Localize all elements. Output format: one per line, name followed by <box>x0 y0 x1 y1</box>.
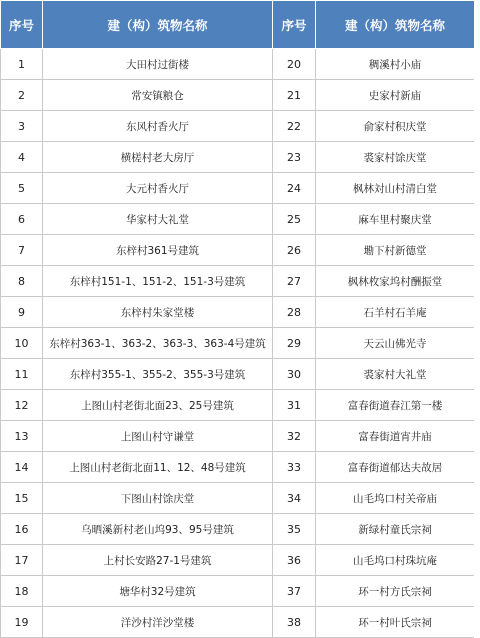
building-name-cell: 裘家村馀庆堂 <box>316 142 475 173</box>
serial-number-cell: 9 <box>1 297 43 328</box>
building-name-cell: 环一村方氏宗祠 <box>316 576 475 607</box>
table-row <box>1 173 475 204</box>
serial-number-cell: 26 <box>273 235 316 266</box>
building-name-cell: 麻车里村聚庆堂 <box>316 204 475 235</box>
building-name-cell: 富春街道春江第一楼 <box>316 390 475 421</box>
serial-number-cell: 12 <box>1 390 43 421</box>
building-name-cell: 横槎村老大房厅 <box>43 142 273 173</box>
building-name-cell: 天云山佛光寺 <box>316 328 475 359</box>
building-name-cell: 东梓村151-1、151-2、151-3号建筑 <box>43 266 273 297</box>
serial-number-cell: 10 <box>1 328 43 359</box>
table-row <box>1 328 475 359</box>
serial-number-cell: 32 <box>273 421 316 452</box>
serial-number-cell: 21 <box>273 80 316 111</box>
serial-number-cell: 5 <box>1 173 43 204</box>
building-name-cell: 常安镇粮仓 <box>43 80 273 111</box>
serial-number-cell: 29 <box>273 328 316 359</box>
building-name-cell: 洋沙村洋沙堂楼 <box>43 607 273 638</box>
table-row <box>1 266 475 297</box>
building-name-cell: 环一村叶氏宗祠 <box>316 607 475 638</box>
table-row <box>1 49 475 80</box>
table-row <box>1 111 475 142</box>
table-row <box>1 576 475 607</box>
table-row <box>1 421 475 452</box>
serial-number-cell: 30 <box>273 359 316 390</box>
building-name-cell: 山毛坞口村珠坑庵 <box>316 545 475 576</box>
building-name-cell: 稠溪村小庙 <box>316 49 475 80</box>
serial-number-cell: 24 <box>273 173 316 204</box>
building-name-cell: 裘家村大礼堂 <box>316 359 475 390</box>
serial-number-cell: 18 <box>1 576 43 607</box>
building-name-cell: 东梓村朱家堂楼 <box>43 297 273 328</box>
building-name-cell: 富春街道郁达夫故居 <box>316 452 475 483</box>
building-name-cell: 上村长安路27-1号建筑 <box>43 545 273 576</box>
table-row <box>1 514 475 545</box>
serial-number-cell: 34 <box>273 483 316 514</box>
serial-number-cell: 17 <box>1 545 43 576</box>
building-name-cell: 大田村过街楼 <box>43 49 273 80</box>
serial-number-cell: 7 <box>1 235 43 266</box>
table-row <box>1 80 475 111</box>
serial-number-cell: 36 <box>273 545 316 576</box>
serial-number-cell: 27 <box>273 266 316 297</box>
table-row <box>1 142 475 173</box>
building-name-cell: 史家村新庙 <box>316 80 475 111</box>
serial-number-cell: 20 <box>273 49 316 80</box>
serial-number-cell: 1 <box>1 49 43 80</box>
building-name-cell: 华家村大礼堂 <box>43 204 273 235</box>
building-name-cell: 石羊村石羊庵 <box>316 297 475 328</box>
building-name-cell: 上图山村老街北面23、25号建筑 <box>43 390 273 421</box>
serial-number-cell: 33 <box>273 452 316 483</box>
building-name-cell: 俞家村积庆堂 <box>316 111 475 142</box>
serial-number-cell: 28 <box>273 297 316 328</box>
building-name-cell: 下图山村馀庆堂 <box>43 483 273 514</box>
table-row <box>1 452 475 483</box>
building-name-cell: 枫林対山村清白堂 <box>316 173 475 204</box>
building-name-cell: 山毛坞口村关帝庙 <box>316 483 475 514</box>
serial-number-cell: 23 <box>273 142 316 173</box>
header-building-name: 建（构）筑物名称 <box>43 1 273 49</box>
serial-number-cell: 38 <box>273 607 316 638</box>
table-row <box>1 390 475 421</box>
serial-number-cell: 15 <box>1 483 43 514</box>
building-name-cell: 大元村香火厅 <box>43 173 273 204</box>
building-name-cell: 上图山村老街北面11、12、48号建筑 <box>43 452 273 483</box>
building-name-cell: 富春街道宵井庙 <box>316 421 475 452</box>
table-row <box>1 483 475 514</box>
header-serial-number: 序号 <box>1 1 43 49</box>
serial-number-cell: 14 <box>1 452 43 483</box>
serial-number-cell: 4 <box>1 142 43 173</box>
building-name-cell: 东梓村355-1、355-2、355-3号建筑 <box>43 359 273 390</box>
building-name-cell: 乌晒溪新村老山坞93、95号建筑 <box>43 514 273 545</box>
table-row <box>1 545 475 576</box>
building-name-cell: 东风村香火厅 <box>43 111 273 142</box>
building-name-cell: 枫林枚家坞村酬振堂 <box>316 266 475 297</box>
serial-number-cell: 2 <box>1 80 43 111</box>
building-name-cell: 东梓村363-1、363-2、363-3、363-4号建筑 <box>43 328 273 359</box>
table-row <box>1 204 475 235</box>
table-header-row <box>1 1 475 49</box>
serial-number-cell: 22 <box>273 111 316 142</box>
serial-number-cell: 16 <box>1 514 43 545</box>
serial-number-cell: 13 <box>1 421 43 452</box>
table-row <box>1 359 475 390</box>
serial-number-cell: 3 <box>1 111 43 142</box>
serial-number-cell: 19 <box>1 607 43 638</box>
building-name-cell: 塘华村32号建筑 <box>43 576 273 607</box>
serial-number-cell: 31 <box>273 390 316 421</box>
header-serial-number-2: 序号 <box>273 1 316 49</box>
serial-number-cell: 25 <box>273 204 316 235</box>
serial-number-cell: 11 <box>1 359 43 390</box>
serial-number-cell: 8 <box>1 266 43 297</box>
serial-number-cell: 6 <box>1 204 43 235</box>
building-name-cell: 上图山村守谦堂 <box>43 421 273 452</box>
table-row <box>1 297 475 328</box>
serial-number-cell: 37 <box>273 576 316 607</box>
table-row <box>1 607 475 638</box>
building-name-cell: 东梓村361号建筑 <box>43 235 273 266</box>
building-name-cell: 墈下村新德堂 <box>316 235 475 266</box>
serial-number-cell: 35 <box>273 514 316 545</box>
building-name-cell: 新绿村童氏宗祠 <box>316 514 475 545</box>
header-building-name-2: 建（构）筑物名称 <box>316 1 475 49</box>
table-row <box>1 235 475 266</box>
